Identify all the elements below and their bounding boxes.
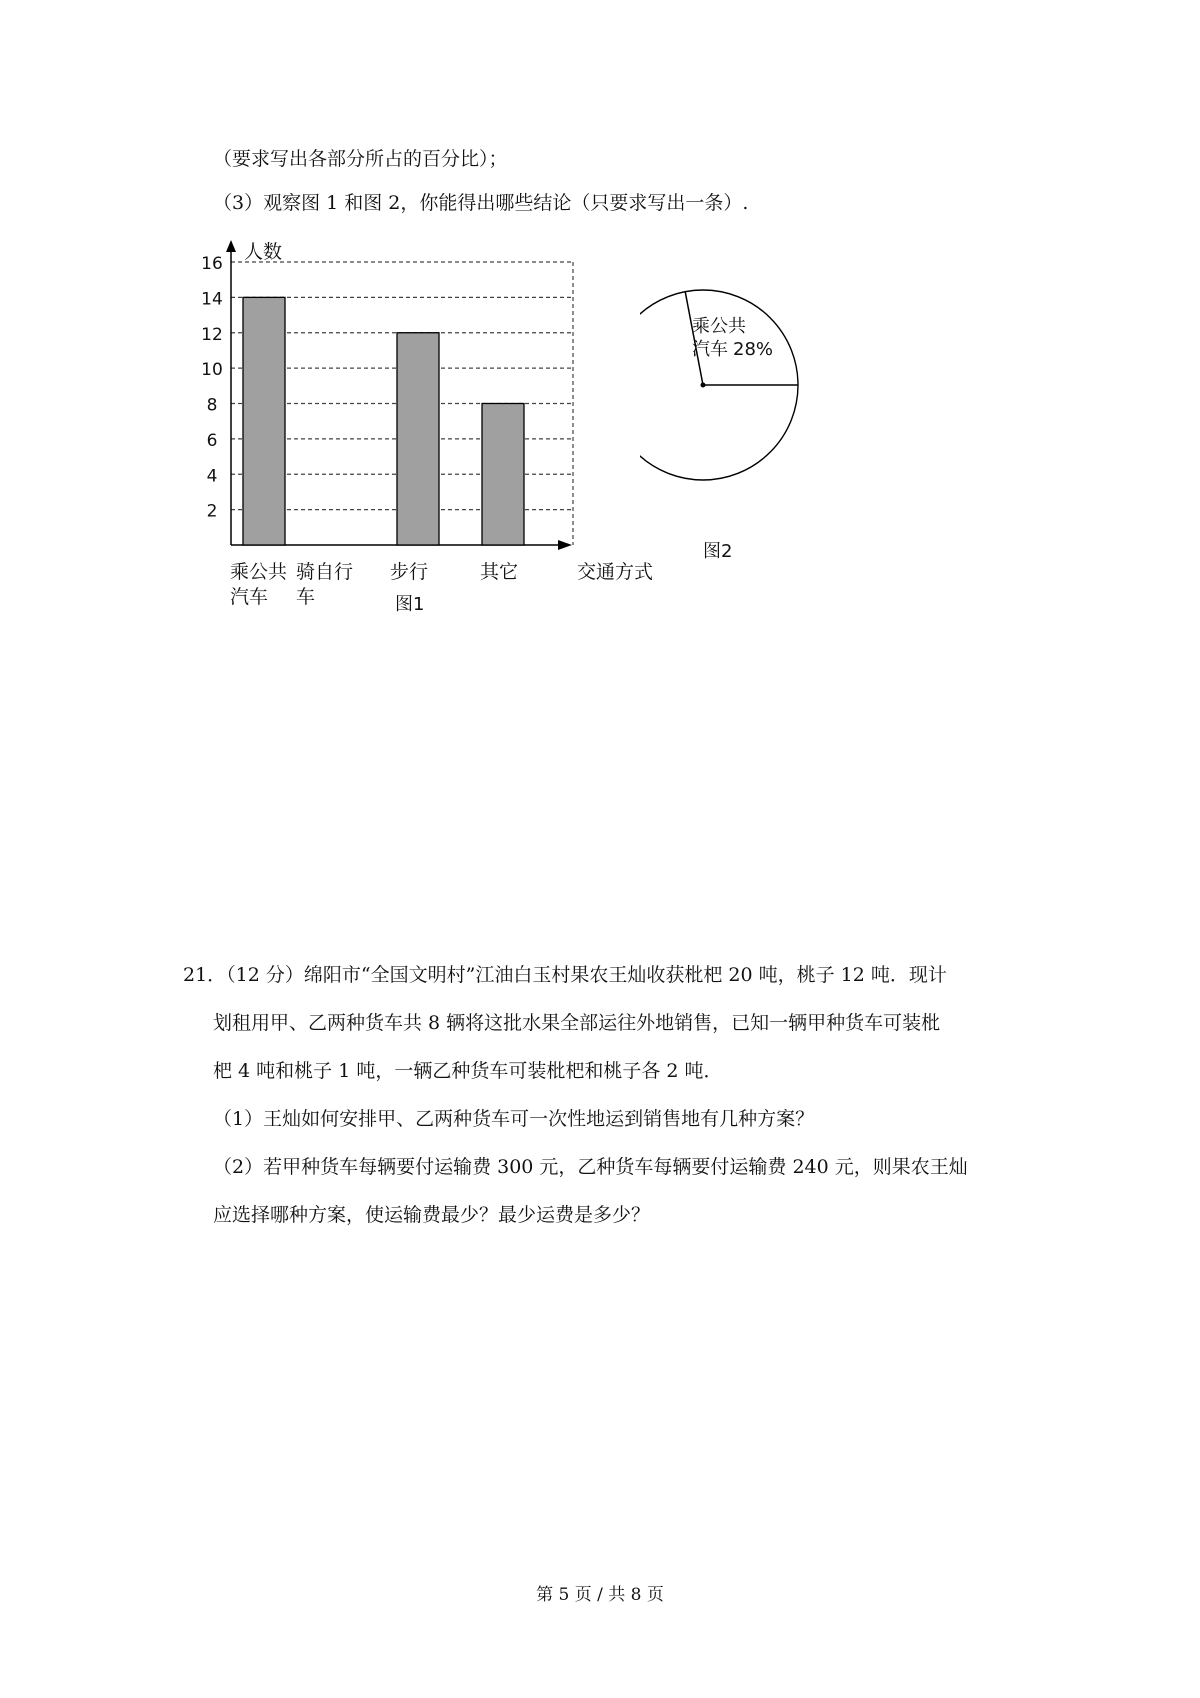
figure-2-caption: 图2	[703, 541, 733, 562]
q21-line-2: 划租用甲、乙两种货车共 8 辆将这批水果全部运往外地销售，已知一辆甲种货车可装枇	[213, 1012, 941, 1034]
y-tick-label-6: 6	[206, 430, 218, 451]
y-axis-arrow	[226, 240, 236, 252]
page-footer: 第 5 页 / 共 8 页	[536, 1585, 664, 1605]
bar-0	[243, 297, 285, 545]
pie-percent-label: 28%	[733, 339, 774, 360]
y-tick-label-16: 16	[201, 254, 223, 274]
y-tick-label-12: 12	[201, 324, 223, 345]
bar-chart-figure-1	[180, 240, 700, 620]
q21-part-2-cont: 应选择哪种方案，使运输费最少？最少运费是多少？	[213, 1204, 651, 1226]
intro-line-2: （3）观察图 1 和图 2，你能得出哪些结论（只要求写出一条）.	[213, 192, 749, 214]
y-tick-label-8: 8	[206, 395, 218, 416]
pie-label-line-2: 汽车	[692, 339, 728, 360]
q21-line-1: 21．（12 分）绵阳市“全国文明村”江油白玉村果农王灿收获枇杷 20 吨，桃子 12 吨．现计	[183, 964, 947, 986]
category-label-1-1: 车	[296, 586, 316, 608]
y-tick-label-10: 10	[201, 360, 223, 381]
x-axis-label: 交通方式	[577, 561, 654, 583]
x-axis-arrow	[558, 540, 572, 550]
q21-line-3: 杷 4 吨和桃子 1 吨，一辆乙种货车可装枇杷和桃子各 2 吨．	[213, 1060, 723, 1082]
category-label-1-0: 骑自行	[296, 561, 354, 583]
pie-chart-figure-2	[640, 245, 910, 625]
y-tick-label-14: 14	[201, 289, 223, 310]
bar-2	[397, 333, 439, 545]
q21-part-1: （1）王灿如何安排甲、乙两种货车可一次性地运到销售地有几种方案？	[213, 1108, 815, 1130]
category-label-2-0: 步行	[390, 561, 429, 583]
category-label-3-0: 其它	[480, 561, 519, 583]
y-tick-label-4: 4	[206, 466, 218, 487]
pie-center-dot	[701, 383, 706, 388]
bar-3	[482, 404, 524, 546]
y-axis-label: 人数	[244, 241, 283, 263]
category-label-0-1: 汽车	[230, 586, 269, 608]
intro-line-1: （要求写出各部分所占的百分比）；	[213, 148, 508, 170]
category-label-0-0: 乘公共	[230, 561, 288, 583]
q21-part-2: （2）若甲种货车每辆要付运输费 300 元，乙种货车每辆要付运输费 240 元，则果农王灿	[213, 1156, 968, 1178]
pie-label-line-1: 乘公共	[692, 316, 746, 337]
figure-1-caption: 图1	[395, 594, 425, 615]
y-tick-label-2: 2	[206, 501, 218, 522]
